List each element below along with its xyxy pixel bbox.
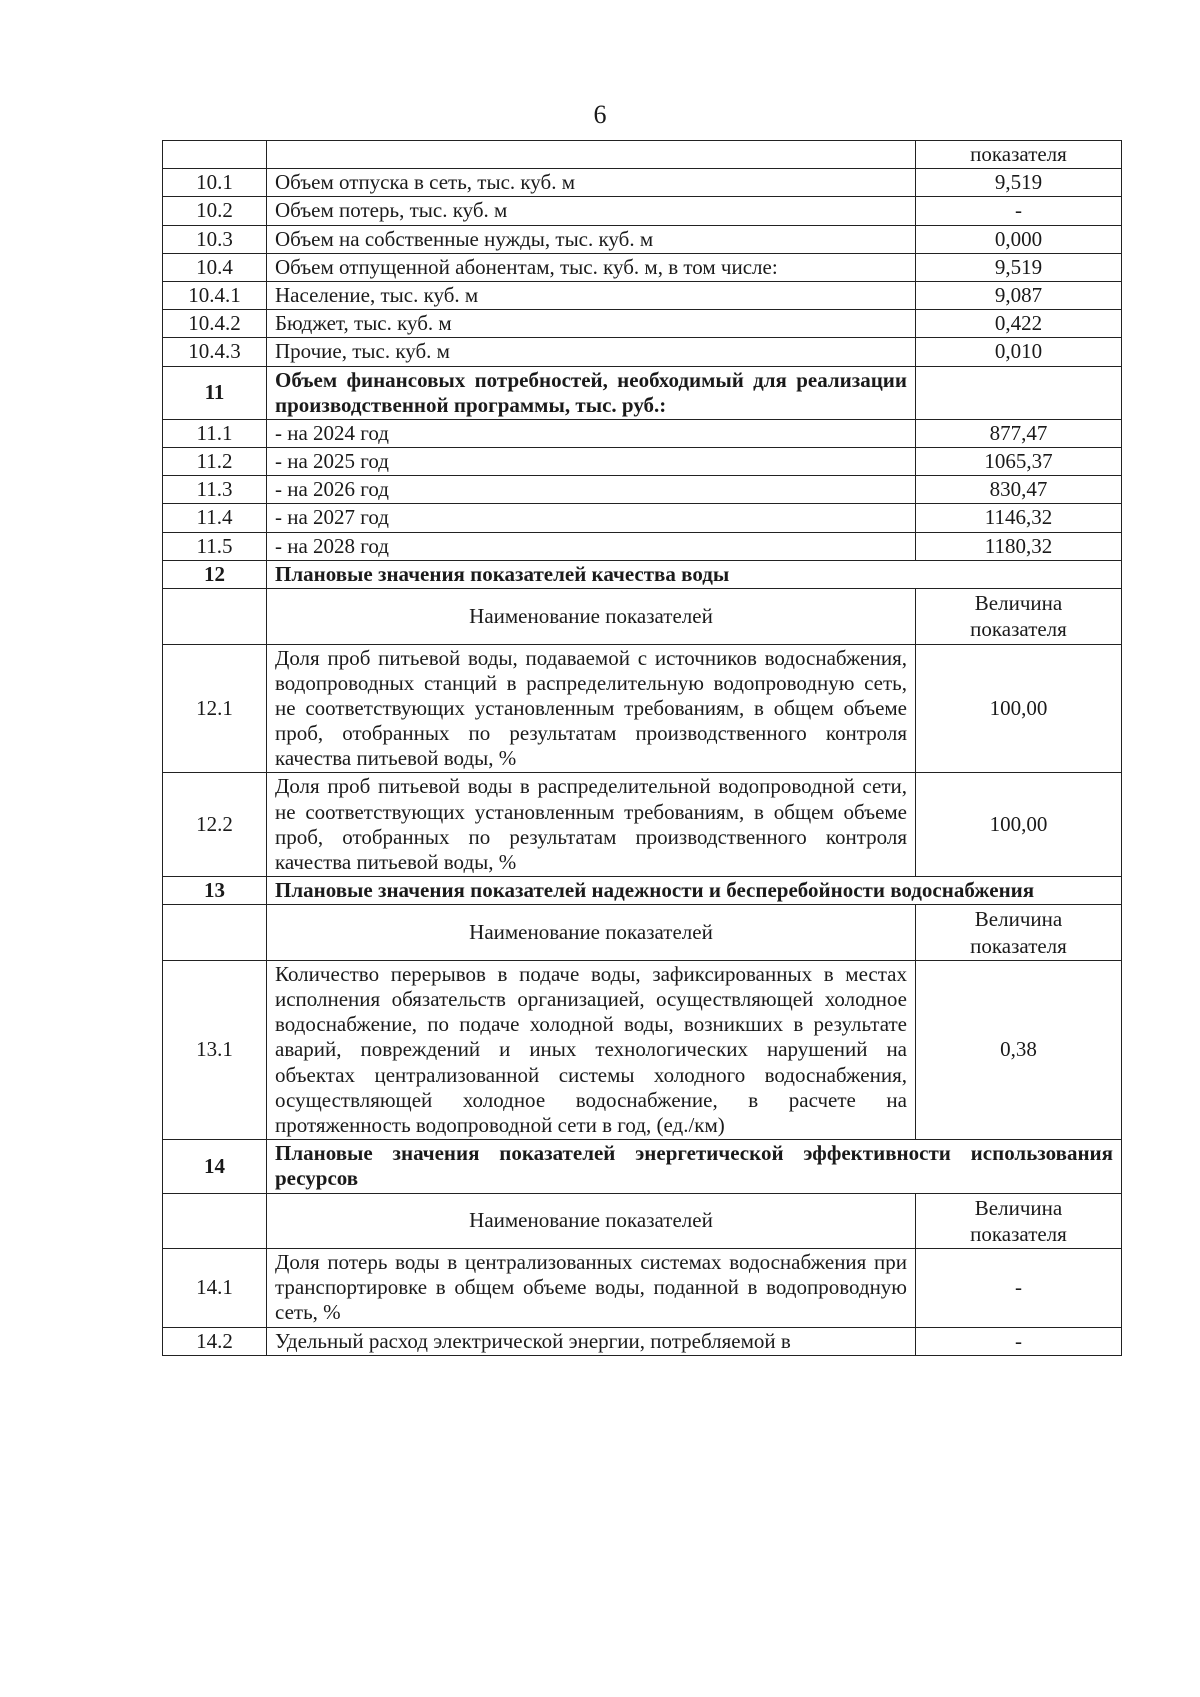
row-value: 0,010 [916, 338, 1122, 366]
table-row [163, 197, 1122, 225]
row-name: - на 2027 год [267, 504, 916, 532]
row-name: Удельный расход электрической энергии, потребляемой в [267, 1327, 916, 1355]
section-number: 12 [163, 560, 267, 588]
row-number: 14.1 [163, 1249, 267, 1328]
row-name: Объем отпуска в сеть, тыс. куб. м [267, 169, 916, 197]
row-number: 10.4 [163, 253, 267, 281]
row-value: 0,422 [916, 310, 1122, 338]
row-name: Бюджет, тыс. куб. м [267, 310, 916, 338]
empty-cell [267, 141, 916, 169]
section-number: 11 [163, 366, 267, 419]
table-row [163, 773, 1122, 877]
row-number: 11.1 [163, 419, 267, 447]
row-number: 10.4.3 [163, 338, 267, 366]
row-value: 1065,37 [916, 448, 1122, 476]
row-number: 11.2 [163, 448, 267, 476]
table-row [163, 338, 1122, 366]
empty-cell [163, 589, 267, 645]
section-title: Плановые значения показателей качества воды [267, 560, 1122, 588]
empty-cell [163, 1193, 267, 1249]
row-name: - на 2026 год [267, 476, 916, 504]
row-value: 1180,32 [916, 532, 1122, 560]
row-name: - на 2025 год [267, 448, 916, 476]
section-title: Плановые значения показателей надежности и бесперебойности водоснабжения [267, 877, 1122, 905]
table-row [163, 448, 1122, 476]
table-row [163, 476, 1122, 504]
row-number: 12.2 [163, 773, 267, 877]
row-number: 14.2 [163, 1327, 267, 1355]
column-header-name: Наименование показателей [267, 905, 916, 961]
row-number: 11.3 [163, 476, 267, 504]
indicators-table [162, 140, 1122, 1356]
column-header-value: Величина показателя [916, 1193, 1122, 1249]
section-number: 14 [163, 1140, 267, 1193]
row-name: Объем на собственные нужды, тыс. куб. м [267, 225, 916, 253]
row-value: 0,38 [916, 960, 1122, 1139]
empty-cell [916, 366, 1122, 419]
table-row [163, 1327, 1122, 1355]
empty-cell [163, 905, 267, 961]
row-value: 830,47 [916, 476, 1122, 504]
row-number: 10.1 [163, 169, 267, 197]
table-row [163, 644, 1122, 773]
section-number: 13 [163, 877, 267, 905]
table-row [163, 960, 1122, 1139]
column-header-name: Наименование показателей [267, 589, 916, 645]
section-row [163, 1140, 1122, 1193]
empty-cell [163, 141, 267, 169]
table-row [163, 169, 1122, 197]
table-row [163, 281, 1122, 309]
row-name: Доля проб питьевой воды, подаваемой с источников водоснабжения, водопроводных станций в распределительную водопроводную сеть, не соответствующих установленным требованиям, в общем объеме проб, отобранных по результатам производственного контроля качества питьевой воды, % [267, 644, 916, 773]
row-number: 12.1 [163, 644, 267, 773]
table-row [163, 1249, 1122, 1328]
row-value: 877,47 [916, 419, 1122, 447]
row-number: 10.4.2 [163, 310, 267, 338]
row-value: 9,087 [916, 281, 1122, 309]
table-row [163, 141, 1122, 169]
row-number: 10.2 [163, 197, 267, 225]
row-value: 100,00 [916, 773, 1122, 877]
row-value: 9,519 [916, 253, 1122, 281]
row-name: Объем отпущенной абонентам, тыс. куб. м, в том числе: [267, 253, 916, 281]
column-header-value: Величина показателя [916, 589, 1122, 645]
row-name: - на 2028 год [267, 532, 916, 560]
table-row [163, 253, 1122, 281]
row-value: - [916, 197, 1122, 225]
row-value: 100,00 [916, 644, 1122, 773]
row-name: - на 2024 год [267, 419, 916, 447]
column-header-name: Наименование показателей [267, 1193, 916, 1249]
row-value: - [916, 1327, 1122, 1355]
row-number: 10.3 [163, 225, 267, 253]
section-row [163, 366, 1122, 419]
row-name: Население, тыс. куб. м [267, 281, 916, 309]
section-title: Плановые значения показателей энергетической эффективности использования ресурсов [267, 1140, 1122, 1193]
table-row [163, 532, 1122, 560]
section-title: Объем финансовых потребностей, необходимый для реализации производственной программы, тыс. руб.: [267, 366, 916, 419]
section-row [163, 560, 1122, 588]
row-name: Доля проб питьевой воды в распределительной водопроводной сети, не соответствующих установленным требованиям, в общем объеме проб, отобранных по результатам производственного контроля качества питьевой воды, % [267, 773, 916, 877]
row-name: Прочие, тыс. куб. м [267, 338, 916, 366]
row-number: 10.4.1 [163, 281, 267, 309]
top-header-value: показателя [916, 141, 1122, 169]
column-header-value: Величина показателя [916, 905, 1122, 961]
row-value: 9,519 [916, 169, 1122, 197]
row-number: 11.4 [163, 504, 267, 532]
row-value: - [916, 1249, 1122, 1328]
table-row [163, 225, 1122, 253]
row-name: Количество перерывов в подаче воды, зафиксированных в местах исполнения обязательств организацией, осуществляющей холодное водоснабжение, по подаче холодной воды, возникших в результате аварий, повреждений и иных технологических нарушений на объектах централизованной системы холодного водоснабжения, осуществляющей холодное водоснабжение, в расчете на протяженность водопроводной сети в год, (ед./км) [267, 960, 916, 1139]
row-name: Объем потерь, тыс. куб. м [267, 197, 916, 225]
section-row [163, 877, 1122, 905]
table-row [163, 504, 1122, 532]
column-header-row [163, 905, 1122, 961]
page-number: 6 [593, 100, 607, 129]
row-value: 1146,32 [916, 504, 1122, 532]
table-row [163, 310, 1122, 338]
table-row [163, 419, 1122, 447]
row-number: 11.5 [163, 532, 267, 560]
row-value: 0,000 [916, 225, 1122, 253]
column-header-row [163, 1193, 1122, 1249]
column-header-row [163, 589, 1122, 645]
row-number: 13.1 [163, 960, 267, 1139]
row-name: Доля потерь воды в централизованных системах водоснабжения при транспортировке в общем объеме воды, поданной в водопроводную сеть, % [267, 1249, 916, 1328]
